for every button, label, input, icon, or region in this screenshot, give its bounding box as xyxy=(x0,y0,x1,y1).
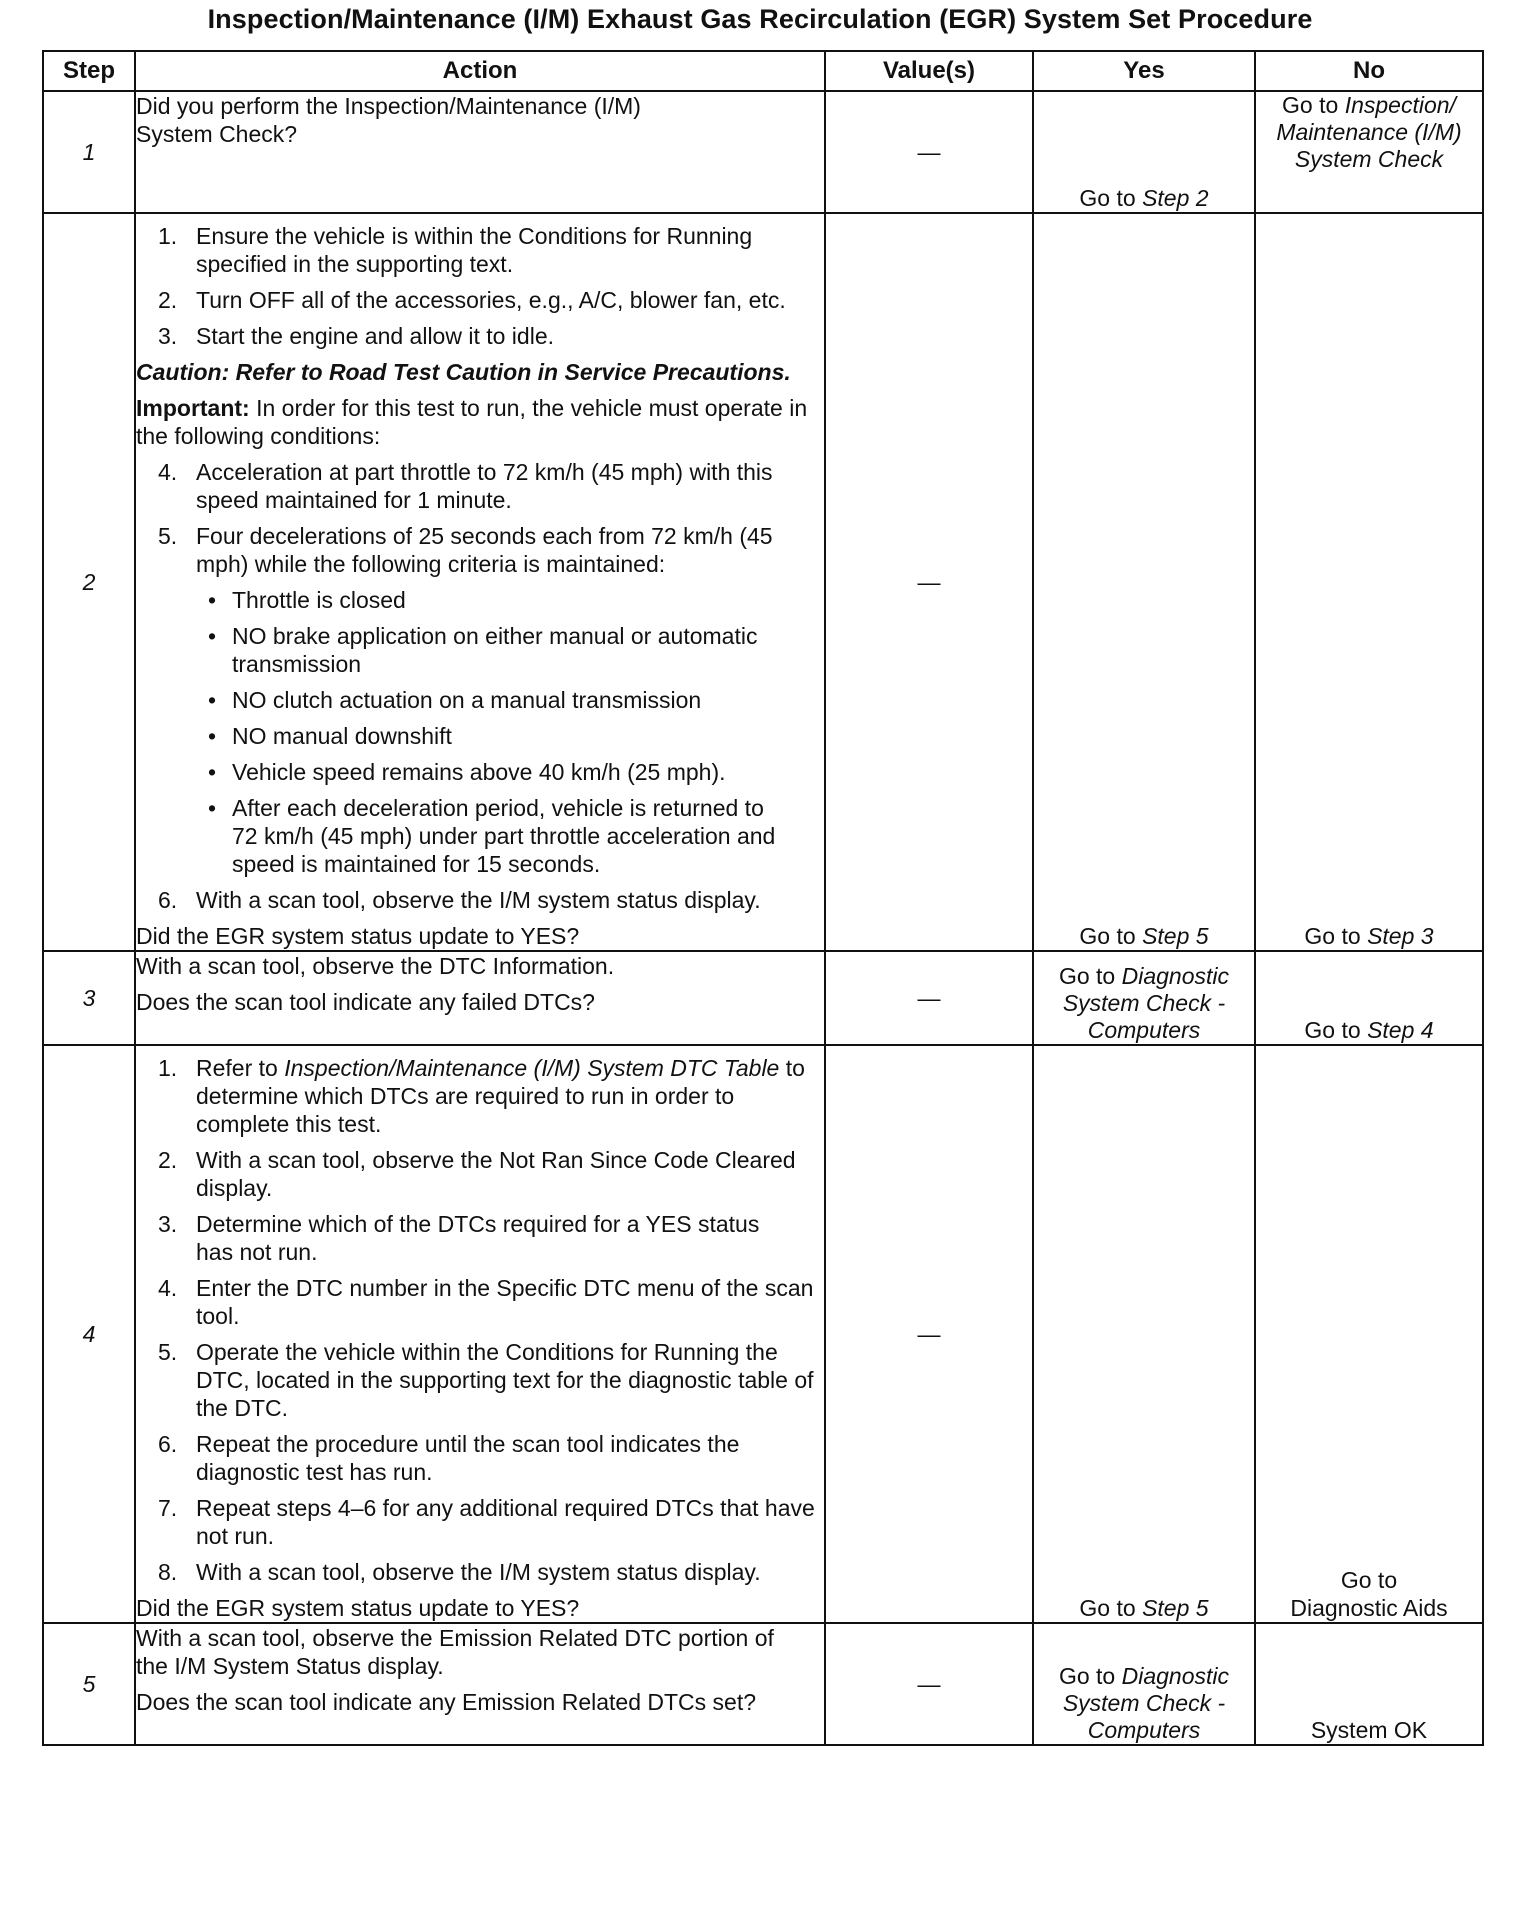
no-cell[interactable] xyxy=(1255,1045,1483,1623)
no-cell[interactable] xyxy=(1255,213,1483,951)
list-text: Four decelerations of 25 seconds each from 72 km/h (45 mph) while the following criteria is maintained: xyxy=(196,523,773,577)
goto-step-5-link[interactable] xyxy=(1079,923,1208,949)
bullet-icon: • xyxy=(208,687,217,713)
header-step: Step xyxy=(43,51,135,91)
bullet-text: NO brake application on either manual or automatic transmission xyxy=(232,623,758,677)
value-cell: — xyxy=(825,91,1033,213)
list-text: Operate the vehicle within the Conditions for Running the DTC, located in the supporting text for the diagnostic table of the DTC. xyxy=(196,1339,814,1421)
action-question: Does the scan tool indicate any failed DTCs? xyxy=(136,989,595,1015)
goto-target: Step 2 xyxy=(1142,185,1209,211)
bullet-item xyxy=(136,722,824,750)
value-cell: — xyxy=(825,1045,1033,1623)
yes-cell[interactable] xyxy=(1033,1045,1255,1623)
step-number: 3 xyxy=(43,951,135,1045)
goto-step-3-link[interactable] xyxy=(1304,923,1433,949)
list-item xyxy=(136,286,824,314)
bullet-item xyxy=(136,794,824,878)
list-text: Ensure the vehicle is within the Conditions for Running specified in the supporting text. xyxy=(196,223,753,277)
action-question xyxy=(136,92,824,148)
goto-diagnostic-system-check-link[interactable] xyxy=(1059,1663,1229,1743)
list-number: 5. xyxy=(158,523,178,549)
header-yes: Yes xyxy=(1033,51,1255,91)
list-text: With a scan tool, observe the I/M system status display. xyxy=(196,1559,761,1585)
goto-target: Diagnostic System Check - Computers xyxy=(1062,1663,1230,1743)
list-number: 2. xyxy=(158,287,178,313)
step-number: 5 xyxy=(43,1623,135,1745)
bullet-item xyxy=(136,686,824,714)
action-cell xyxy=(135,91,825,213)
list-number: 1. xyxy=(158,223,178,249)
table-row-step-5 xyxy=(43,1623,1483,1745)
goto-prefix: Go to xyxy=(1304,923,1368,949)
header-action: Action xyxy=(135,51,825,91)
list-item xyxy=(136,522,824,578)
list-number: 2. xyxy=(158,1147,178,1173)
yes-cell[interactable] xyxy=(1033,213,1255,951)
list-item xyxy=(136,1274,824,1330)
step-number: 2 xyxy=(43,213,135,951)
list-text: Refer to xyxy=(196,1055,285,1081)
action-question: Did the EGR system status update to YES? xyxy=(136,923,580,949)
value-cell: — xyxy=(825,1623,1033,1745)
action-cell xyxy=(135,213,825,951)
question-line: Did you perform the Inspection/Maintenance (I/M) xyxy=(136,93,641,119)
important-label: Important: xyxy=(136,395,250,421)
bullet-text: Throttle is closed xyxy=(232,587,406,613)
bullet-icon: • xyxy=(208,795,217,821)
goto-prefix: Go to xyxy=(1282,92,1345,118)
list-item xyxy=(136,1054,824,1138)
action-cell xyxy=(135,1045,825,1623)
bullet-text: NO manual downshift xyxy=(232,723,452,749)
goto-target: Step 3 xyxy=(1367,923,1434,949)
list-item xyxy=(136,886,824,914)
goto-target: Step 4 xyxy=(1367,1017,1434,1043)
dtc-table-reference: Inspection/Maintenance (I/M) System DTC Table xyxy=(284,1055,780,1081)
page-title: Inspection/Maintenance (I/M) Exhaust Gas Recirculation (EGR) System Set Procedure xyxy=(207,4,1313,34)
procedure-table xyxy=(42,50,1484,1746)
goto-im-system-check-link[interactable] xyxy=(1276,92,1461,172)
goto-prefix: Go to xyxy=(1058,963,1122,989)
yes-cell[interactable] xyxy=(1033,951,1255,1045)
list-item xyxy=(136,1146,824,1202)
list-text: With a scan tool, observe the I/M system status display. xyxy=(196,887,761,913)
no-cell xyxy=(1255,1623,1483,1745)
step-number: 4 xyxy=(43,1045,135,1623)
list-number: 6. xyxy=(158,887,178,913)
list-number: 7. xyxy=(158,1495,178,1521)
list-item xyxy=(136,1558,824,1586)
list-number: 5. xyxy=(158,1339,178,1365)
action-question: Does the scan tool indicate any Emission Related DTCs set? xyxy=(136,1689,757,1715)
goto-target: Step 5 xyxy=(1142,1595,1209,1621)
question-line: System Check? xyxy=(136,121,298,147)
value-cell: — xyxy=(825,951,1033,1045)
list-text: Turn OFF all of the accessories, e.g., A/C, blower fan, etc. xyxy=(196,287,786,313)
goto-prefix: Go to xyxy=(1058,1663,1122,1689)
bullet-icon: • xyxy=(208,759,217,785)
list-number: 8. xyxy=(158,1559,178,1585)
goto-target: Diagnostic System Check - Computers xyxy=(1062,963,1230,1043)
list-number: 4. xyxy=(158,459,178,485)
action-instruction: With a scan tool, observe the DTC Information. xyxy=(136,953,615,979)
bullet-item xyxy=(136,622,824,678)
list-item xyxy=(136,458,824,514)
list-text: With a scan tool, observe the Not Ran Since Code Cleared display. xyxy=(196,1147,796,1201)
step-number: 1 xyxy=(43,91,135,213)
goto-step-5-link[interactable] xyxy=(1079,1595,1208,1621)
header-values: Value(s) xyxy=(825,51,1033,91)
table-row-step-3 xyxy=(43,951,1483,1045)
list-number: 6. xyxy=(158,1431,178,1457)
list-text: Enter the DTC number in the Specific DTC menu of the scan tool. xyxy=(196,1275,814,1329)
important-note xyxy=(136,394,824,450)
list-item xyxy=(136,1338,824,1422)
table-row-step-1 xyxy=(43,91,1483,213)
header-row xyxy=(43,51,1483,91)
goto-diagnostic-system-check-link[interactable] xyxy=(1059,963,1229,1043)
value-cell: — xyxy=(825,213,1033,951)
yes-cell[interactable] xyxy=(1033,1623,1255,1745)
list-number: 4. xyxy=(158,1275,178,1301)
bullet-icon: • xyxy=(208,723,217,749)
important-text: In order for this test to run, the vehicle must operate in the following conditions: xyxy=(136,395,808,449)
list-item xyxy=(136,322,824,350)
goto-prefix: Go to xyxy=(1079,185,1143,211)
bullet-text: After each deceleration period, vehicle is returned to 72 km/h (45 mph) under part throttle acceleration and speed is maintained for 15 seconds. xyxy=(232,795,776,877)
list-text: Repeat the procedure until the scan tool indicates the diagnostic test has run. xyxy=(196,1431,740,1485)
list-text: Acceleration at part throttle to 72 km/h (45 mph) with this speed maintained for 1 minute. xyxy=(196,459,773,513)
list-number: 1. xyxy=(158,1055,178,1081)
goto-diagnostic-aids-link[interactable]: Go to Diagnostic Aids xyxy=(1290,1567,1448,1621)
bullet-item xyxy=(136,586,824,614)
list-text: Start the engine and allow it to idle. xyxy=(196,323,555,349)
list-item xyxy=(136,1494,824,1550)
goto-prefix: Go to xyxy=(1079,923,1143,949)
no-cell[interactable] xyxy=(1255,91,1483,213)
list-item xyxy=(136,1210,824,1266)
bullet-icon: • xyxy=(208,623,217,649)
system-ok-text: System OK xyxy=(1310,1717,1428,1743)
goto-target: Inspection/ Maintenance (I/M) System Check xyxy=(1276,92,1462,172)
list-item xyxy=(136,1430,824,1486)
goto-step-2-link[interactable] xyxy=(1079,185,1208,211)
list-item xyxy=(136,222,824,278)
table-row-step-4 xyxy=(43,1045,1483,1623)
goto-prefix: Go to xyxy=(1304,1017,1368,1043)
bullet-text: Vehicle speed remains above 40 km/h (25 mph). xyxy=(232,759,726,785)
goto-target: Step 5 xyxy=(1142,923,1209,949)
header-no: No xyxy=(1255,51,1483,91)
list-text: to determine which DTCs are required to run in order to complete this test. xyxy=(196,1055,805,1137)
list-text: Determine which of the DTCs required for a YES status has not run. xyxy=(196,1211,760,1265)
bullet-icon: • xyxy=(208,587,217,613)
action-cell xyxy=(135,1623,825,1745)
table-row-step-2 xyxy=(43,213,1483,951)
goto-step-4-link[interactable] xyxy=(1304,1017,1433,1043)
no-cell[interactable] xyxy=(1255,951,1483,1045)
list-text: Repeat steps 4–6 for any additional required DTCs that have not run. xyxy=(196,1495,815,1549)
action-instruction: With a scan tool, observe the Emission Related DTC portion of the I/M System Status display. xyxy=(136,1625,774,1679)
goto-prefix: Go to xyxy=(1079,1595,1143,1621)
action-cell xyxy=(135,951,825,1045)
list-number: 3. xyxy=(158,1211,178,1237)
list-number: 3. xyxy=(158,323,178,349)
action-question: Did the EGR system status update to YES? xyxy=(136,1595,580,1621)
yes-cell[interactable] xyxy=(1033,91,1255,213)
bullet-text: NO clutch actuation on a manual transmission xyxy=(232,687,702,713)
caution-note: Caution: Refer to Road Test Caution in Service Precautions. xyxy=(136,359,791,385)
bullet-item xyxy=(136,758,824,786)
